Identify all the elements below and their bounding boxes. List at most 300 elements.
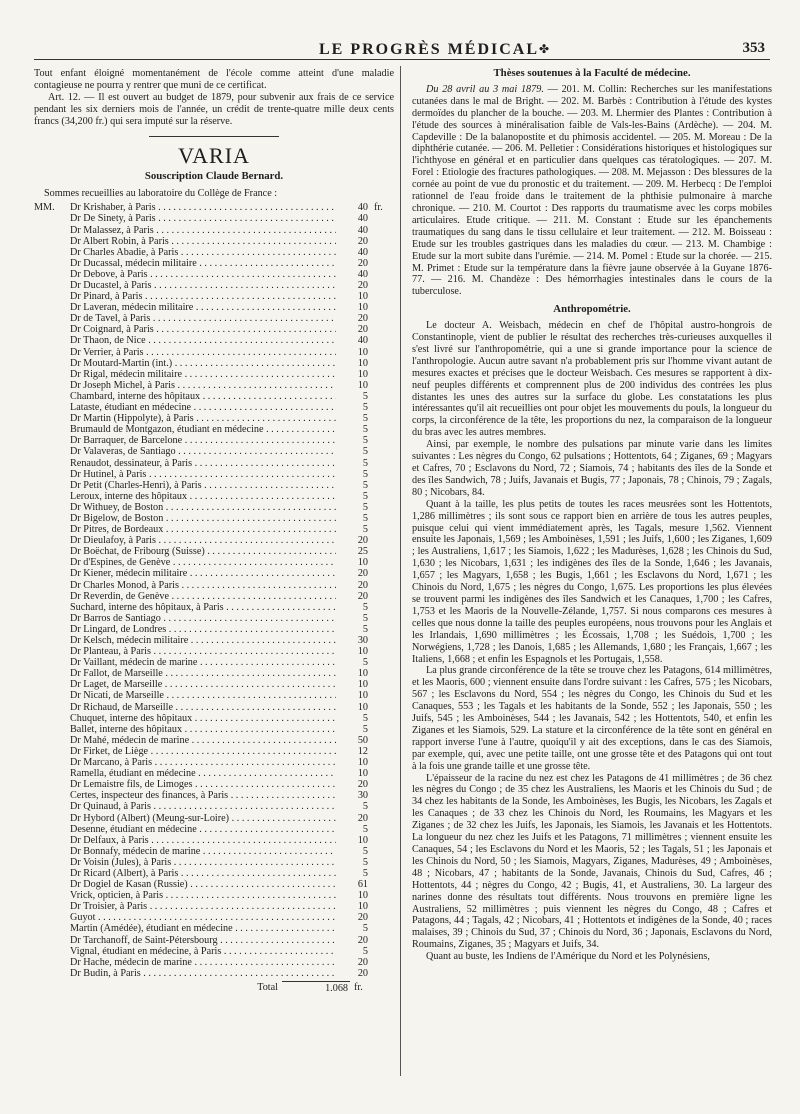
subscriber-name: Dr Marcano, à Paris . . . bbox=[70, 757, 336, 768]
subscriber-row bbox=[34, 225, 394, 236]
subscriber-prefix bbox=[34, 713, 70, 724]
subscriber-unit bbox=[370, 391, 394, 402]
subscriber-row bbox=[34, 613, 394, 624]
subscriber-name: Ballet, interne des hôpitaux . . . bbox=[70, 724, 336, 735]
subscriber-row bbox=[34, 502, 394, 513]
subscriber-prefix bbox=[34, 491, 70, 502]
subscriber-name: Dr Krishaber, à Paris . . . bbox=[70, 202, 336, 213]
subscriber-amount: 20 bbox=[357, 324, 368, 336]
left-paragraph-2: Art. 12. — Il est ouvert au budget de 1879, pour subvenir aux frais de ce service pendant les six derniers mois de l'année, un crédit de trente-quatre mille deux cents francs (34,200 fr.) qui sera imputé sur la réserve. bbox=[34, 91, 394, 127]
subscriber-unit bbox=[370, 236, 394, 247]
subscriber-amount: 5 bbox=[362, 612, 368, 624]
subscriber-row bbox=[34, 846, 394, 857]
subscriber-prefix bbox=[34, 535, 70, 546]
subscriber-amount: 10 bbox=[357, 291, 368, 303]
subscriber-unit bbox=[370, 458, 394, 469]
subscriber-row bbox=[34, 857, 394, 868]
subscriber-row bbox=[34, 446, 394, 457]
subscriber-unit bbox=[370, 635, 394, 646]
subscription-intro: Sommes recueillies au laboratoire du Collège de France : bbox=[44, 188, 278, 200]
subscriber-prefix bbox=[34, 602, 70, 613]
subscriber-unit bbox=[370, 446, 394, 457]
subscriber-unit bbox=[370, 957, 394, 968]
subscriber-unit bbox=[370, 402, 394, 413]
subscriber-name: Dr Thaon, de Nice . . . bbox=[70, 335, 336, 346]
subscriber-name: Dr Firket, de Liège . . . bbox=[70, 746, 336, 757]
subscriber-name: Dr Boëchat, de Fribourg (Suisse) . . . bbox=[70, 546, 336, 557]
subscriber-unit bbox=[370, 591, 394, 602]
subscriber-prefix bbox=[34, 724, 70, 735]
subscriber-amount: 10 bbox=[357, 690, 368, 702]
subscriber-amount: 5 bbox=[362, 856, 368, 868]
subscriber-amount: 10 bbox=[357, 834, 368, 846]
subscriber-amount: 5 bbox=[362, 601, 368, 613]
subscriber-row bbox=[34, 935, 394, 946]
subscriber-prefix bbox=[34, 324, 70, 335]
subscriber-prefix bbox=[34, 402, 70, 413]
subscriber-amount: 5 bbox=[362, 923, 368, 935]
subscriber-prefix bbox=[34, 391, 70, 402]
subscriber-name: Martin (Amédée), étudiant en médecine . . . bbox=[70, 923, 336, 934]
anthropometrie-paragraph: Ainsi, par exemple, le nombre des pulsations par minute varie dans les limites suivantes : Les nègres du Congo, 62 pulsations ; Hottentots, 64 ; Ziganes, 69 ; Magyars et Cafres, 70 ; Esclavons du Nord, 72 ; Siamois, 74 ; habitants des îles de la Sonde et des îles Sandwich, 78 ; Juifs, Javanais et Bugis, 77 ; Japonais, 78 ; Chinois, 79 ; Zagals, 80 ; Nicobars, 84. bbox=[412, 439, 772, 498]
subscriber-prefix bbox=[34, 901, 70, 912]
subscriber-amount: 20 bbox=[357, 590, 368, 602]
subscriber-name: Dr Delfaux, à Paris . . . bbox=[70, 835, 336, 846]
subscriber-prefix bbox=[34, 502, 70, 513]
subscriber-name: Dr Dogiel de Kasan (Russie) . . . bbox=[70, 879, 336, 890]
subscriber-unit bbox=[370, 890, 394, 901]
subscriber-row bbox=[34, 968, 394, 979]
anthropometrie-paragraph: L'épaisseur de la racine du nez est chez les Patagons de 41 millimètres ; de 36 chez les nègres du Congo ; de 35 chez les Australiens, les Maoris et les Chinois du Sud ; de 34 chez les habitants de la Sonde, les Amboinèses, les Bugis, les Nicobars, les Zagals et les Canaques ; de 33 chez les Chinois du Nord, les Roumains, les Magyars et les Ziganes ; de 32 chez les Juifs, les Japonais, les Siamois, les Javanais et les Hottentots. La longueur du nez chez les Juifs et les Patagons, 71 millimètres ; viennent ensuite les Canaques, 54 ; les Esclavons du Nord et les Maoris, 52 ; les Tagals, 51 ; les Japonais et les Chinois du Nord, 50 ; les Siamois, Magyars, Ziganes, Madurèses, 49 ; Amboinèses, 48 ; Nicobars, 47 ; habitants de la Sonde, Javanais, Chinois du Sud, Cafres, 46 ; Hottentots, 44 ; nègres du Congo, 42 ; Bugis, 41, et Australiens, 30. La largeur des narines donne des résultats tout différents. Nous trouvons en première ligne les Australiens, 52 millimètres ; puis viennent les nègres du Congo, 48 ; Cafres et Patagons, 44 ; Tagals, 42 ; Nicobars, 41 ; Hottentots et indigènes de la Sonde, 40 ; races malaises, 39 ; Chinois du Sud, 37 ; Chinois du Nord, 36 ; Japonais, Esclavons du Nord, Roumains, Ziganes, 35 ; Magyars et Juifs, 34. bbox=[412, 772, 772, 951]
subscriber-amount: 10 bbox=[357, 668, 368, 680]
subscriber-unit bbox=[370, 912, 394, 923]
subscriber-amount: 30 bbox=[357, 790, 368, 802]
subscriber-amount: 20 bbox=[357, 568, 368, 580]
subscriber-prefix: MM. bbox=[34, 202, 55, 214]
subscriber-row bbox=[34, 835, 394, 846]
subscriber-row bbox=[34, 624, 394, 635]
subscriber-amount: 10 bbox=[357, 701, 368, 713]
subscriber-prefix bbox=[34, 868, 70, 879]
subscriber-amount: 10 bbox=[357, 346, 368, 358]
subscriber-name: Lataste, étudiant en médecine . . . bbox=[70, 402, 336, 413]
subscriber-name: Dr Troisier, à Paris . . . bbox=[70, 901, 336, 912]
subscriber-prefix bbox=[34, 269, 70, 280]
subscriber-unit bbox=[370, 247, 394, 258]
subscriber-amount: 20 bbox=[357, 967, 368, 979]
subscriber-unit bbox=[370, 313, 394, 324]
total-label: Total bbox=[257, 981, 278, 993]
subscriber-amount: 50 bbox=[357, 734, 368, 746]
subscriber-unit bbox=[370, 413, 394, 424]
subscriber-name: Dr Charles Abadie, à Paris . . . bbox=[70, 247, 336, 258]
subscriber-row bbox=[34, 380, 394, 391]
subscriber-name: Chambard, interne des hôpitaux . . . bbox=[70, 391, 336, 402]
subscriber-amount: 20 bbox=[357, 779, 368, 791]
subscriber-amount: 5 bbox=[362, 723, 368, 735]
subscriber-name: Dr Lemaistre fils, de Limoges . . . bbox=[70, 779, 336, 790]
subscriber-row bbox=[34, 469, 394, 480]
subscriber-row bbox=[34, 813, 394, 824]
subscriber-prefix bbox=[34, 824, 70, 835]
subscription-title: Souscription Claude Bernard. bbox=[144, 169, 284, 182]
subscriber-name: Dr Laget, de Marseille . . . bbox=[70, 679, 336, 690]
subscriber-row bbox=[34, 713, 394, 724]
subscriber-prefix bbox=[34, 313, 70, 324]
subscriber-name: Dr De Sinety, à Paris . . . bbox=[70, 213, 336, 224]
subscriber-amount: 5 bbox=[362, 712, 368, 724]
subscriber-row bbox=[34, 724, 394, 735]
subscriber-amount: 5 bbox=[362, 823, 368, 835]
subscriber-amount: 5 bbox=[362, 468, 368, 480]
subscriber-unit bbox=[370, 824, 394, 835]
subscriber-amount: 10 bbox=[357, 368, 368, 380]
subscriber-name: Dr Withuey, de Boston . . . bbox=[70, 502, 336, 513]
subscriber-row bbox=[34, 690, 394, 701]
subscriber-unit bbox=[370, 735, 394, 746]
subscriber-amount: 40 bbox=[357, 202, 368, 214]
subscriber-row bbox=[34, 912, 394, 923]
subscriber-prefix bbox=[34, 236, 70, 247]
subscriber-row bbox=[34, 358, 394, 369]
subscriber-unit bbox=[370, 857, 394, 868]
subscriber-unit bbox=[370, 668, 394, 679]
subscriber-prefix bbox=[34, 557, 70, 568]
subscriber-name: Suchard, interne des hôpitaux, à Paris . . . bbox=[70, 602, 336, 613]
subscriber-row bbox=[34, 535, 394, 546]
subscriber-unit bbox=[370, 923, 394, 934]
subscriber-name: Desenne, étudiant en médecine . . . bbox=[70, 824, 336, 835]
subscriber-name: Guyot . . . bbox=[70, 912, 336, 923]
subscriber-row bbox=[34, 402, 394, 413]
subscriber-name: Dr Ducastel, à Paris . . . bbox=[70, 280, 336, 291]
subscriber-row bbox=[34, 335, 394, 346]
subscriber-row bbox=[34, 424, 394, 435]
theses-date: Du 28 avril au 3 mai 1879. bbox=[426, 83, 544, 95]
subscriber-unit bbox=[370, 813, 394, 824]
subscriber-row bbox=[34, 602, 394, 613]
subscriber-prefix bbox=[34, 546, 70, 557]
subscriber-row bbox=[34, 435, 394, 446]
subscriber-row bbox=[34, 635, 394, 646]
subscriber-prefix bbox=[34, 746, 70, 757]
subscriber-name: Dr Kiener, médecin militaire . . . bbox=[70, 568, 336, 579]
subscriber-name: Dr Verrier, à Paris . . . bbox=[70, 347, 336, 358]
subscriber-name: Dr Hybord (Albert) (Meung-sur-Loire) . . . bbox=[70, 813, 336, 824]
subscriber-row bbox=[34, 324, 394, 335]
subscriber-row bbox=[34, 458, 394, 469]
subscriber-prefix bbox=[34, 923, 70, 934]
subscriber-unit bbox=[370, 679, 394, 690]
subscriber-prefix bbox=[34, 757, 70, 768]
subscriber-prefix bbox=[34, 424, 70, 435]
right-column bbox=[412, 68, 772, 963]
subscriber-name: Dr Mahé, médecin de marine . . . bbox=[70, 735, 336, 746]
subscriber-amount: 20 bbox=[357, 257, 368, 269]
subscriber-unit bbox=[370, 435, 394, 446]
subscriber-unit bbox=[370, 879, 394, 890]
subscriber-row bbox=[34, 591, 394, 602]
subscriber-name: Dr Richaud, de Marseille . . . bbox=[70, 702, 336, 713]
journal-title: LE PROGRÈS MÉDICAL bbox=[319, 41, 540, 58]
subscriber-unit bbox=[370, 757, 394, 768]
subscriber-prefix bbox=[34, 624, 70, 635]
subscriber-name: Dr Kelsch, médecin militaire . . . bbox=[70, 635, 336, 646]
subscriber-amount: 10 bbox=[357, 557, 368, 569]
subscriber-unit bbox=[370, 335, 394, 346]
subscriber-prefix bbox=[34, 779, 70, 790]
theses-title: Thèses soutenues à la Faculté de médecine. bbox=[493, 67, 691, 79]
subscriber-row bbox=[34, 369, 394, 380]
subscriber-amount: 10 bbox=[357, 646, 368, 658]
subscriber-prefix bbox=[34, 380, 70, 391]
subscriber-prefix bbox=[34, 225, 70, 236]
subscriber-row bbox=[34, 668, 394, 679]
subscriber-unit bbox=[370, 369, 394, 380]
subscriber-amount: 10 bbox=[357, 890, 368, 902]
subscriber-row bbox=[34, 790, 394, 801]
subscriber-prefix bbox=[34, 458, 70, 469]
subscriber-name: Dr Charles Monod, à Paris . . . bbox=[70, 580, 336, 591]
subscriber-amount: 40 bbox=[357, 268, 368, 280]
subscriber-prefix bbox=[34, 835, 70, 846]
anthropometrie-paragraph: La plus grande circonférence de la tête se trouve chez les Patagons, 614 millimètres, et les Maoris, 600 ; viennent ensuite dans l'ordre suivant : les Cafres, 575 ; les Nicobars, 567 ; les Esclavons du Nord, 554 ; les nègres du Congo, les Chinois du Sud et les Canaques, 553 ; les Tagals et les habitants de la Sonde, 552 ; les Japonais, 550 ; les Juifs, 545 ; les Amboinèses, 544 ; les Javanais, 542 ; les Hottentots, 540, et enfin les Ziganes et les Siamois, 529. La stature et la circonférence de la tête sont en général en rapport inverse l'une à l'autre, quoiqu'il y ait des exceptions, dans le cas des Siamois, par exemple, qui, avec une petite taille, ont une grosse tête et des Patagons qui ont tout à la fois une grande taille et une grosse tête. bbox=[412, 665, 772, 772]
subscriber-prefix bbox=[34, 912, 70, 923]
subscriber-amount: 20 bbox=[357, 280, 368, 291]
subscriber-unit bbox=[370, 302, 394, 313]
header-rule bbox=[34, 59, 770, 60]
left-column bbox=[34, 68, 394, 995]
subscriber-name: Dr Moutard-Martin (int.) . . . bbox=[70, 358, 336, 369]
subscriber-name: Brumauld de Montgazon, étudiant en médecine . . . bbox=[70, 424, 336, 435]
subscriber-name: Dr Coignard, à Paris . . . bbox=[70, 324, 336, 335]
subscriber-name: Chuquet, interne des hôpitaux . . . bbox=[70, 713, 336, 724]
subscriber-row bbox=[34, 413, 394, 424]
subscriber-row bbox=[34, 280, 394, 291]
subscriber-amount: 5 bbox=[362, 413, 368, 425]
subscriber-row bbox=[34, 879, 394, 890]
column-separator bbox=[400, 66, 401, 1076]
subscriber-name: Dr Barraquer, de Barcelone . . . bbox=[70, 435, 336, 446]
subscriber-row bbox=[34, 236, 394, 247]
subscriber-unit bbox=[370, 968, 394, 979]
subscriber-prefix bbox=[34, 690, 70, 701]
subscriber-amount: 5 bbox=[362, 435, 368, 447]
subscriber-prefix bbox=[34, 469, 70, 480]
subscriber-unit bbox=[370, 491, 394, 502]
subscriber-amount: 5 bbox=[362, 867, 368, 879]
subscriber-name: Vignal, étudiant en médecine, à Paris . . . bbox=[70, 946, 336, 957]
subscriber-row bbox=[34, 702, 394, 713]
anthropometrie-paragraph: Le docteur A. Weisbach, médecin en chef de l'hôpital austro-hongrois de Constantinople, vient de publier le résultat des recherches très-curieuses auxquelles il s'est livré sur l'anthropométrie, qui a une si grande importance pour la science de l'anthropologie. Aucun autre savant n'a probablement pris sur l'homme vivant autant de mesures exactes et précises que le docteur Weisbach. Ces mesures se rapportent à dix-neuf peuples différents et comprennent plus de 200 individus des contrées les plus distantes les unes des autres sur la surface du globe. Les constatations les plus intéressantes qu'il ait recueillies ont pour objet les mouvements du pouls, la longueur du corps, la circonférence de la tête, les proportions du nez, la comparaison de la longueur du bras avec les autres membres. bbox=[412, 320, 772, 439]
subscriber-prefix bbox=[34, 369, 70, 380]
subscriber-name: Dr Pitres, de Bordeaux . . . bbox=[70, 524, 336, 535]
subscriber-unit bbox=[370, 291, 394, 302]
subscriber-amount: 5 bbox=[362, 657, 368, 669]
subscriber-unit bbox=[370, 480, 394, 491]
subscriber-prefix bbox=[34, 657, 70, 668]
subscriber-prefix bbox=[34, 580, 70, 591]
subscriber-unit bbox=[370, 380, 394, 391]
subscriber-unit bbox=[370, 746, 394, 757]
anthropometrie-body bbox=[412, 320, 772, 963]
subscriber-unit bbox=[370, 358, 394, 369]
subscriber-prefix bbox=[34, 702, 70, 713]
subscriber-name: Dr Lingard, de Londres . . . bbox=[70, 624, 336, 635]
subscriber-amount: 5 bbox=[362, 490, 368, 502]
subscriber-row bbox=[34, 657, 394, 668]
subscriber-unit bbox=[370, 801, 394, 812]
subscriber-name: Dr Reverdin, de Genève . . . bbox=[70, 591, 336, 602]
subscriber-unit bbox=[370, 868, 394, 879]
subscriber-unit bbox=[370, 469, 394, 480]
subscriber-name: Dr Rigal, médecin militaire . . . bbox=[70, 369, 336, 380]
subscriber-name: Dr Fallot, de Marseille . . . bbox=[70, 668, 336, 679]
subscriber-unit bbox=[370, 835, 394, 846]
subscriber-row bbox=[34, 757, 394, 768]
subscriber-amount: 10 bbox=[357, 757, 368, 769]
subscriber-name: Dr Laveran, médecin militaire . . . bbox=[70, 302, 336, 313]
page-number: 353 bbox=[742, 40, 765, 56]
subscriber-unit bbox=[370, 790, 394, 801]
subscriber-amount: 5 bbox=[362, 801, 368, 813]
subscriber-unit bbox=[370, 846, 394, 857]
total-row bbox=[34, 981, 394, 995]
subscriber-prefix bbox=[34, 946, 70, 957]
subscriber-unit bbox=[370, 580, 394, 591]
subscriber-prefix bbox=[34, 258, 70, 269]
subscriber-name: Dr Hutinel, à Paris . . . bbox=[70, 469, 336, 480]
subscriber-unit bbox=[370, 901, 394, 912]
subscriber-prefix bbox=[34, 358, 70, 369]
subscriber-amount: 5 bbox=[362, 512, 368, 524]
subscriber-prefix bbox=[34, 635, 70, 646]
subscriber-name: Dr Voisin (Jules), à Paris . . . bbox=[70, 857, 336, 868]
subscriber-unit bbox=[370, 690, 394, 701]
subscriber-unit bbox=[370, 657, 394, 668]
subscriber-row bbox=[34, 546, 394, 557]
theses-text: — 201. M. Collin: Recherches sur les manifestations cutanées dans le mal de Bright. — 202. M. Barbès : Contribution à l'étude des kystes dermoïdes du plancher de la bouche. — 203. M. Lhermier des Plantes : Contribution à l'étude des sources à minéralisation faible de Vals-les-Bains (Ardèche). — 204. M. Capdeville : De la balanopostite et du phimosis accidentel. — 205. M. Moreau : De la diphthérie cutanée. — 206. M. Pelletier : Considérations historiques et histologiques sur l'ichthyose en général et en particulier dans quelques cas tératologiques. — 207. M. Forel : Etiologie des fractures pathologiques. — 208. M. Mejasson : Des blessures de la cornée au point de vue du pronostic et du traitement. — 209. M. Herbecq : De l'emploi rationnel de l'eau froide dans le traitement de la phthisie pulmonaire à marche chronique. — 210. M. Courtot : Des rapports du traumatisme avec les corps mobiles articulaires. Etude critique. — 211. M. Constant : Etude sur les épanchements traumatiques du sang dans le tissu cellulaire et leur traitement. — 212. M. Boisseau : Etude sur les troubles gastriques dans les maladies du cœur. — 213. M. Chambige : Etude sur la mort subite dans l'urémie. — 214. M. Pomel : Etude sur la chorée. — 215. M. Primet : Etude sur la température dans la fièvre jaune observée à la Guyane 1876-77. — 216. M. Chandèze : Des hémorrhagies intestinales dans le cours de la tuberculose. bbox=[412, 83, 772, 298]
subscriber-amount: 10 bbox=[357, 901, 368, 913]
subscriber-prefix bbox=[34, 291, 70, 302]
subscriber-prefix bbox=[34, 480, 70, 491]
subscriber-amount: 20 bbox=[357, 912, 368, 924]
subscriber-unit bbox=[370, 779, 394, 790]
subscriber-unit bbox=[370, 702, 394, 713]
subscriber-unit bbox=[370, 646, 394, 657]
subscriber-unit bbox=[370, 935, 394, 946]
subscriber-name: Renaudot, dessinateur, à Paris . . . bbox=[70, 458, 336, 469]
subscriber-prefix bbox=[34, 435, 70, 446]
subscriber-name: Dr Dieulafoy, à Paris . . . bbox=[70, 535, 336, 546]
theses-paragraph bbox=[412, 84, 772, 298]
subscriber-row bbox=[34, 269, 394, 280]
subscriber-row bbox=[34, 313, 394, 324]
subscriber-amount: 61 bbox=[357, 879, 368, 891]
subscriber-name: Dr Nicati, de Marseille . . . bbox=[70, 690, 336, 701]
subscriber-prefix bbox=[34, 813, 70, 824]
subscriber-name: Dr Malassez, à Paris . . . bbox=[70, 225, 336, 236]
subscriber-prefix bbox=[34, 735, 70, 746]
subscriber-row bbox=[34, 779, 394, 790]
subscriber-unit bbox=[370, 502, 394, 513]
subscriber-row bbox=[34, 568, 394, 579]
subscriber-amount: 5 bbox=[362, 424, 368, 436]
subscriber-amount: 10 bbox=[357, 379, 368, 391]
subscriber-name: Dr Debove, à Paris . . . bbox=[70, 269, 336, 280]
left-paragraph-1: Tout enfant éloigné momentanément de l'école comme atteint d'une maladie contagieuse ne pourra y rentrer que muni de ce certificat. bbox=[34, 68, 394, 91]
subscriber-unit bbox=[370, 225, 394, 236]
subscriber-name: Dr Planteau, à Paris . . . bbox=[70, 646, 336, 657]
subscriber-amount: 20 bbox=[357, 235, 368, 247]
subscriber-prefix bbox=[34, 957, 70, 968]
subscriber-amount: 25 bbox=[357, 546, 368, 558]
subscriber-name: Dr Pinard, à Paris . . . bbox=[70, 291, 336, 302]
subscriber-amount: 40 bbox=[357, 335, 368, 347]
subscriber-name: Dr de Tavel, à Paris . . . bbox=[70, 313, 336, 324]
subscriber-prefix bbox=[34, 347, 70, 358]
anthropometrie-paragraph: Quant au buste, les Indiens de l'Amérique du Nord et les Polynésiens, bbox=[426, 951, 710, 963]
subscriber-amount: 20 bbox=[357, 313, 368, 325]
subscriber-unit bbox=[370, 713, 394, 724]
subscriber-row bbox=[34, 957, 394, 968]
subscriber-amount: 40 bbox=[357, 224, 368, 236]
subscriber-amount: 40 bbox=[357, 246, 368, 258]
subscriber-name: Dr Vaillant, médecin de marine . . . bbox=[70, 657, 336, 668]
subscriber-prefix bbox=[34, 679, 70, 690]
subscriber-prefix bbox=[34, 801, 70, 812]
subscriber-unit bbox=[370, 624, 394, 635]
subscriber-row bbox=[34, 557, 394, 568]
subscriber-name: Dr Quinaud, à Paris . . . bbox=[70, 801, 336, 812]
subscriber-prefix bbox=[34, 280, 70, 291]
subscriber-amount: 10 bbox=[357, 768, 368, 780]
subscriber-unit bbox=[370, 324, 394, 335]
subscriber-amount: 5 bbox=[362, 390, 368, 402]
subscriber-row bbox=[34, 890, 394, 901]
section-rule bbox=[149, 136, 279, 137]
subscriber-row bbox=[34, 391, 394, 402]
subscriber-unit: fr. bbox=[374, 202, 383, 214]
subscriber-name: Dr Martin (Hippolyte), à Paris . . . bbox=[70, 413, 336, 424]
subscriber-row bbox=[34, 213, 394, 224]
subscriber-amount: 5 bbox=[362, 501, 368, 513]
subscriber-unit bbox=[370, 557, 394, 568]
subscriber-row bbox=[34, 735, 394, 746]
subscriber-row bbox=[34, 901, 394, 912]
subscriber-unit bbox=[370, 258, 394, 269]
subscriber-amount: 20 bbox=[357, 934, 368, 946]
total-value: 1.068 bbox=[282, 981, 350, 995]
subscriber-name: Dr Tarchanoff, de Saint-Pétersbourg . . . bbox=[70, 935, 336, 946]
subscriber-row bbox=[34, 768, 394, 779]
subscriber-prefix bbox=[34, 613, 70, 624]
subscriber-amount: 12 bbox=[357, 745, 368, 757]
subscriber-amount: 5 bbox=[362, 945, 368, 957]
subscriber-prefix bbox=[34, 302, 70, 313]
subscriber-unit bbox=[370, 602, 394, 613]
subscriber-name: Dr Ducassal, médecin militaire . . . bbox=[70, 258, 336, 269]
subscriber-prefix bbox=[34, 413, 70, 424]
subscriber-row bbox=[34, 580, 394, 591]
subscriber-unit bbox=[370, 524, 394, 535]
subscriber-unit bbox=[370, 347, 394, 358]
subscriber-prefix bbox=[34, 768, 70, 779]
subscriber-name: Dr Bonnafy, médecin de marine . . . bbox=[70, 846, 336, 857]
subscriber-amount: 5 bbox=[362, 524, 368, 536]
subscriber-row bbox=[34, 480, 394, 491]
section-title: VARIA bbox=[178, 142, 250, 168]
